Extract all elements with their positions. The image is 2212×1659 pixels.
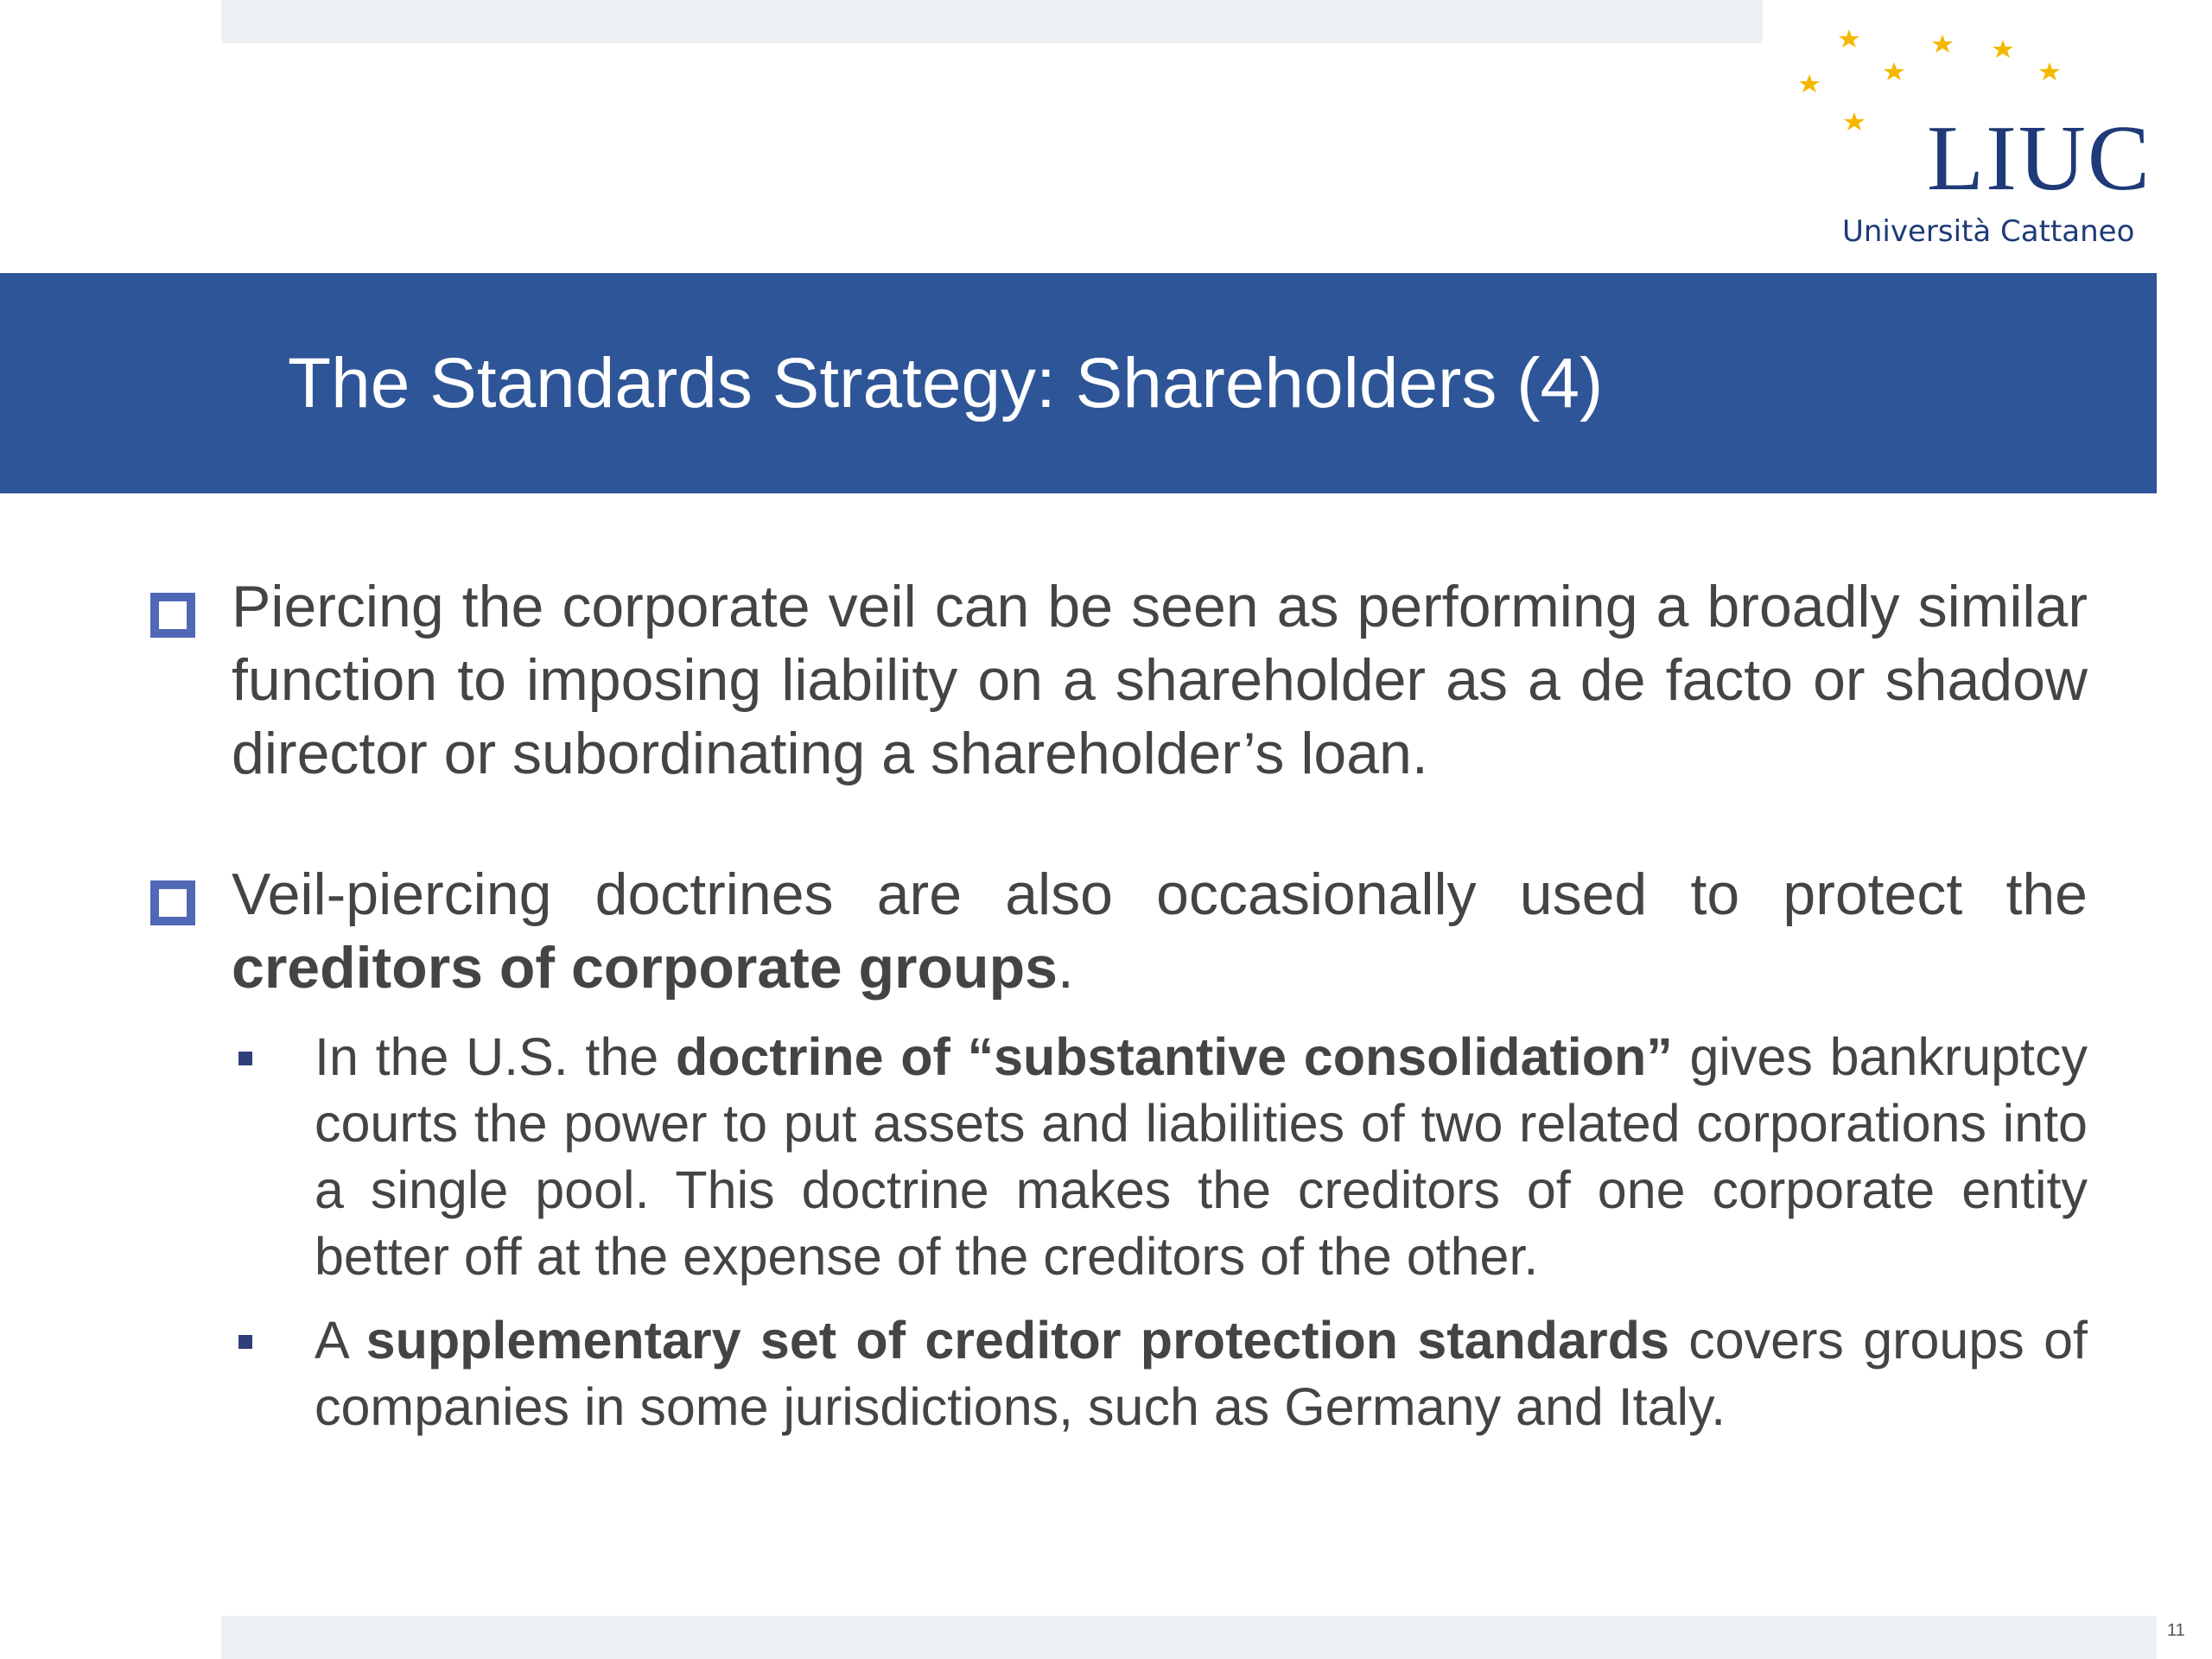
sub-bullet-text-before: A — [315, 1311, 366, 1370]
sub-bullet-text-after: gives bankruptcy courts the power to put assets and liabilities of two related corporations into a single pool. This doctrine makes the creditors of one corporate entity better off at the expense of the creditors of the other. — [315, 1027, 2088, 1286]
top-decorative-strip — [221, 0, 1763, 43]
title-band — [0, 273, 2157, 493]
bullet-text-bold: creditors of corporate groups — [232, 935, 1058, 1001]
small-square-bullet-icon — [238, 1052, 252, 1065]
sub-bullet-item — [150, 1307, 2088, 1440]
bullet-text-after: . — [1057, 935, 1074, 1001]
liuc-logo — [1780, 17, 2152, 259]
sub-bullet-list — [150, 1024, 2088, 1440]
sub-bullet-text-before: In the U.S. the — [315, 1027, 676, 1086]
square-bullet-icon — [150, 880, 195, 925]
logo-subtitle: Università Cattaneo — [1842, 214, 2135, 249]
sub-bullet-item — [150, 1024, 2088, 1290]
slide-content — [150, 570, 2088, 1458]
sub-bullet-text-after: covers groups of companies in some jurisdictions, such as Germany and Italy. — [315, 1311, 2088, 1436]
page-number: 11 — [2167, 1621, 2185, 1640]
sub-bullet-text-bold: supplementary set of creditor protection standards — [365, 1311, 1669, 1370]
bullet-text-before: Veil-piercing doctrines are also occasionally used to protect the — [232, 861, 2088, 927]
bullet-item — [150, 858, 2088, 1005]
bullet-item — [150, 570, 2088, 791]
bullet-text: Piercing the corporate veil can be seen as performing a broadly similar function to imposing liability on a shareholder as a de facto or shadow director or subordinating a shareholder’s loan. — [232, 574, 2088, 786]
small-square-bullet-icon — [238, 1335, 252, 1349]
bottom-decorative-strip — [221, 1616, 2157, 1659]
slide-title: The Standards Strategy: Shareholders (4) — [288, 344, 1604, 423]
sub-bullet-text-bold: doctrine of “substantive consolidation” — [675, 1027, 1673, 1086]
logo-wordmark: LIUC — [1927, 107, 2152, 210]
square-bullet-icon — [150, 593, 195, 638]
